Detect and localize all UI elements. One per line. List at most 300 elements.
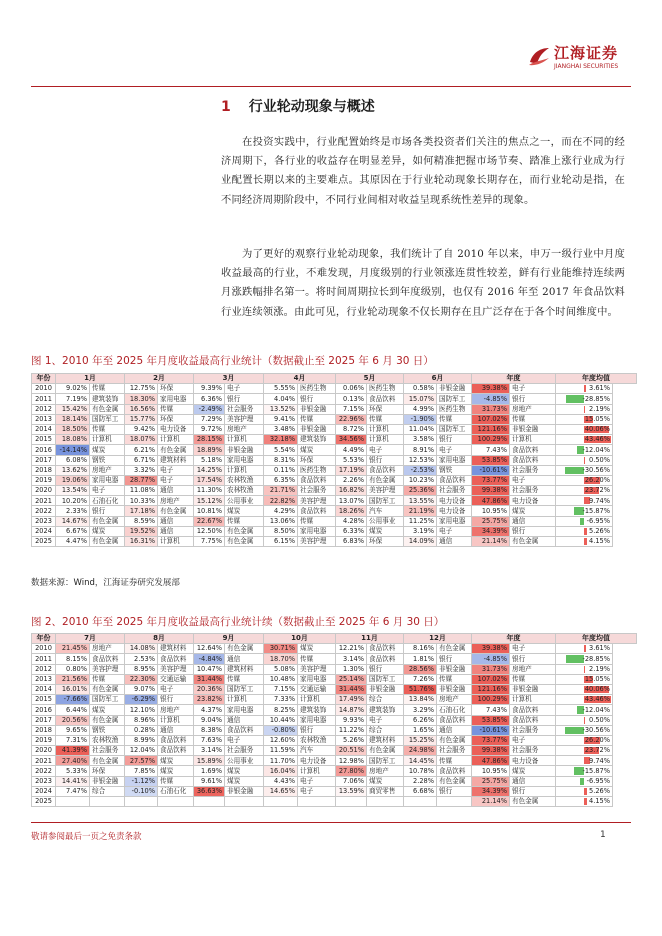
return-value: 0.13%	[336, 394, 367, 404]
column-header: 年度均值	[556, 634, 637, 644]
return-value: 5.26%	[336, 735, 367, 745]
industry-name: 银行	[90, 506, 125, 516]
return-value: 17.19%	[336, 465, 367, 475]
annual-return: 34.39%	[472, 526, 510, 536]
year-cell: 2012	[32, 664, 56, 674]
annual-average-value: 26.20%	[584, 736, 610, 745]
table-row	[32, 725, 637, 735]
industry-name: 煤炭	[367, 776, 404, 786]
return-value: 7.29%	[194, 414, 225, 424]
year-cell: 2023	[32, 776, 56, 786]
year-cell: 2020	[32, 486, 56, 496]
column-header: 7月	[56, 634, 125, 644]
industry-name: 房地产	[158, 496, 194, 506]
industry-name: 建筑材料	[225, 664, 264, 674]
industry-name: 综合	[90, 786, 125, 796]
industry-name: 房地产	[90, 644, 125, 654]
return-value: 14.67%	[56, 516, 90, 526]
industry-name: 煤炭	[158, 756, 194, 766]
industry-name: 计算机	[158, 715, 194, 725]
industry-name: 传媒	[437, 674, 472, 684]
industry-name: 石油石化	[90, 496, 125, 506]
return-value: 28.15%	[194, 435, 225, 445]
figure-1-title: 图 1、2010 年至 2025 年月度收益最高行业统计（数据截止至 2025 年 6 月 30 日）	[31, 355, 434, 367]
industry-name: 社会服务	[437, 746, 472, 756]
table-row	[32, 537, 637, 547]
column-header: 12月	[404, 634, 472, 644]
industry-name: 家用电器	[298, 715, 336, 725]
annual-industry: 房地产	[510, 664, 556, 674]
annual-average	[556, 644, 613, 654]
industry-name: 银行	[437, 654, 472, 664]
brand-logo-icon	[527, 44, 551, 68]
return-value: 9.02%	[56, 384, 90, 394]
industry-name: 传媒	[225, 516, 264, 526]
table-row	[32, 654, 637, 664]
industry-name: 通信	[437, 725, 472, 735]
return-value: 0.28%	[125, 725, 158, 735]
year-cell: 2019	[32, 475, 56, 485]
annual-average-value: 15.05%	[584, 415, 610, 424]
return-value: 9.61%	[194, 776, 225, 786]
industry-name: 农林牧渔	[298, 735, 336, 745]
annual-return: 31.73%	[472, 664, 510, 674]
industry-name: 银行	[158, 695, 194, 705]
footer-disclaimer[interactable]: 敬请参阅最后一页之免责条款	[31, 832, 142, 842]
industry-name: 建筑材料	[367, 735, 404, 745]
return-value: 6.67%	[56, 526, 90, 536]
return-value: 10.48%	[264, 674, 298, 684]
section-title-text: 行业轮动现象与概述	[248, 99, 375, 115]
industry-name: 传媒	[437, 414, 472, 424]
annual-industry: 电子	[510, 475, 556, 485]
annual-average	[556, 516, 613, 526]
annual-industry: 电力设备	[510, 756, 556, 766]
industry-name: 家用电器	[225, 705, 264, 715]
return-value: 14.87%	[336, 705, 367, 715]
annual-industry: 非银金融	[510, 684, 556, 694]
return-value: 18.14%	[56, 414, 90, 424]
annual-industry: 通信	[510, 516, 556, 526]
return-value: 4.28%	[336, 516, 367, 526]
return-value: 15.12%	[194, 496, 225, 506]
return-value: 27.80%	[336, 766, 367, 776]
table-row	[32, 695, 637, 705]
return-value: 12.75%	[125, 384, 158, 394]
year-cell: 2024	[32, 786, 56, 796]
annual-average-value: -28.85%	[582, 654, 610, 663]
year-cell: 2024	[32, 526, 56, 536]
return-value	[264, 797, 298, 807]
industry-name: 电力设备	[298, 756, 336, 766]
table-row	[32, 445, 637, 455]
industry-name: 非银金融	[367, 684, 404, 694]
industry-name: 传媒	[437, 756, 472, 766]
return-value: 17.49%	[336, 695, 367, 705]
return-value: 16.31%	[125, 537, 158, 547]
return-value: 1.81%	[404, 654, 437, 664]
return-value: 15.07%	[404, 394, 437, 404]
table-row	[32, 414, 637, 424]
return-value: 10.20%	[56, 496, 90, 506]
table-row	[32, 394, 637, 404]
return-value	[125, 797, 158, 807]
return-value	[194, 797, 225, 807]
annual-industry: 非银金融	[510, 424, 556, 434]
return-value: 10.23%	[404, 475, 437, 485]
annual-return: 25.75%	[472, 516, 510, 526]
column-header: 5月	[336, 374, 404, 384]
industry-name: 传媒	[298, 654, 336, 664]
industry-name: 钢铁	[90, 725, 125, 735]
industry-name	[90, 797, 125, 807]
table-row	[32, 756, 637, 766]
return-value: 1.30%	[336, 664, 367, 674]
industry-name: 银行	[437, 786, 472, 796]
year-cell: 2017	[32, 455, 56, 465]
annual-return: 73.77%	[472, 475, 510, 485]
industry-name: 电子	[437, 526, 472, 536]
return-value: 0.80%	[56, 664, 90, 674]
table-row	[32, 424, 637, 434]
return-value: 15.77%	[125, 414, 158, 424]
industry-name: 银行	[298, 394, 336, 404]
return-value: 8.15%	[56, 654, 90, 664]
return-value: 12.10%	[125, 705, 158, 715]
return-value: 20.51%	[336, 746, 367, 756]
return-value	[56, 797, 90, 807]
return-value: 4.43%	[264, 776, 298, 786]
annual-average-value: 4.15%	[589, 537, 610, 546]
return-value: -14.14%	[56, 445, 90, 455]
return-value: 13.62%	[56, 465, 90, 475]
annual-industry: 银行	[510, 526, 556, 536]
year-cell: 2016	[32, 445, 56, 455]
annual-industry: 社会服务	[510, 486, 556, 496]
return-value: 12.64%	[194, 644, 225, 654]
industry-name: 传媒	[90, 384, 125, 394]
return-value: 3.14%	[194, 746, 225, 756]
return-value: 16.01%	[56, 684, 90, 694]
return-value: 9.65%	[56, 725, 90, 735]
annual-average	[556, 705, 613, 715]
return-value: 3.58%	[404, 435, 437, 445]
return-value: 7.85%	[125, 766, 158, 776]
return-value: 16.04%	[264, 766, 298, 776]
industry-name: 有色金属	[225, 644, 264, 654]
industry-name: 建筑装饰	[90, 394, 125, 404]
table-row	[32, 506, 637, 516]
return-value: 9.39%	[194, 384, 225, 394]
return-value	[336, 797, 367, 807]
industry-name: 国防军工	[90, 414, 125, 424]
industry-name: 食品饮料	[437, 475, 472, 485]
industry-name: 家用电器	[298, 526, 336, 536]
industry-name: 电子	[225, 735, 264, 745]
industry-name: 食品饮料	[367, 394, 404, 404]
industry-name: 国防军工	[437, 424, 472, 434]
industry-name: 食品饮料	[158, 746, 194, 756]
annual-return: -4.85%	[472, 654, 510, 664]
industry-name: 建筑材料	[158, 644, 194, 654]
return-value: 0.06%	[336, 384, 367, 394]
industry-name: 计算机	[225, 695, 264, 705]
table-row	[32, 664, 637, 674]
return-value: 8.96%	[125, 715, 158, 725]
annual-industry: 煤炭	[510, 766, 556, 776]
section-number: 1	[221, 99, 231, 115]
industry-name: 有色金属	[437, 776, 472, 786]
industry-name: 煤炭	[225, 766, 264, 776]
return-value: 10.81%	[194, 506, 225, 516]
annual-average-value: 0.50%	[589, 715, 610, 724]
return-value	[404, 797, 437, 807]
column-header: 3月	[194, 374, 264, 384]
year-cell: 2018	[32, 465, 56, 475]
year-cell: 2010	[32, 384, 56, 394]
industry-name: 银行	[367, 455, 404, 465]
return-value: 7.75%	[194, 537, 225, 547]
return-value: 6.26%	[404, 715, 437, 725]
return-value: 8.16%	[404, 644, 437, 654]
annual-average	[556, 725, 613, 735]
annual-return: 31.73%	[472, 404, 510, 414]
annual-average	[556, 486, 613, 496]
annual-return: 99.38%	[472, 486, 510, 496]
annual-return: 39.38%	[472, 644, 510, 654]
annual-return: 21.14%	[472, 537, 510, 547]
return-value: 18.08%	[56, 435, 90, 445]
return-value: 19.06%	[56, 475, 90, 485]
industry-name: 社会服务	[225, 404, 264, 414]
industry-name: 食品饮料	[437, 766, 472, 776]
annual-average-value: -6.95%	[586, 776, 610, 785]
annual-return: 107.02%	[472, 674, 510, 684]
annual-return: 99.38%	[472, 746, 510, 756]
return-value: 11.70%	[264, 756, 298, 766]
industry-name: 电子	[367, 715, 404, 725]
annual-return: -10.61%	[472, 725, 510, 735]
return-value: 1.65%	[404, 725, 437, 735]
annual-average	[556, 394, 613, 404]
annual-average	[556, 746, 613, 756]
annual-average	[556, 526, 613, 536]
return-value: 15.89%	[194, 756, 225, 766]
return-value: 6.83%	[336, 537, 367, 547]
return-value: -1.90%	[404, 414, 437, 424]
industry-name: 家用电器	[90, 475, 125, 485]
industry-name: 非银金融	[225, 786, 264, 796]
year-cell: 2022	[32, 506, 56, 516]
industry-name: 电子	[158, 465, 194, 475]
industry-name: 电子	[298, 776, 336, 786]
industry-name	[367, 797, 404, 807]
industry-name: 农林牧渔	[225, 475, 264, 485]
industry-name: 非银金融	[298, 404, 336, 414]
industry-name: 国防军工	[367, 496, 404, 506]
table-row	[32, 486, 637, 496]
industry-name: 传媒	[158, 776, 194, 786]
annual-return: 7.43%	[472, 705, 510, 715]
return-value: 13.59%	[336, 786, 367, 796]
paragraph-1: 在投资实践中，行业配置始终是市场各类投资者们关注的焦点之一，而在不同的经济周期下，各行业的收益存在明显差异，如何精准把握市场节奏、踏准上涨行业成为行业配置长期以来的主要难点。其原因在于行业轮动现象长期存在，而行业轮动是指，在不同经济周期阶段中，不同行业间相对收益呈现系统性差异的现象。	[221, 136, 625, 206]
industry-name: 房地产	[367, 766, 404, 776]
annual-return: 121.16%	[472, 684, 510, 694]
return-value: 21.56%	[56, 674, 90, 684]
annual-average-bar	[584, 798, 587, 805]
return-value: 20.36%	[194, 684, 225, 694]
annual-industry: 计算机	[510, 695, 556, 705]
return-value: 12.60%	[264, 735, 298, 745]
return-value: 10.47%	[194, 664, 225, 674]
industry-name: 有色金属	[225, 537, 264, 547]
annual-industry: 食品饮料	[510, 705, 556, 715]
annual-average-value: 5.26%	[589, 787, 610, 796]
annual-average-value: 0.50%	[589, 455, 610, 464]
annual-average-value: -6.95%	[586, 516, 610, 525]
return-value: 23.82%	[194, 695, 225, 705]
annual-average-value: -15.87%	[582, 506, 610, 515]
annual-average	[556, 455, 613, 465]
return-value: 6.33%	[336, 526, 367, 536]
industry-name: 食品饮料	[367, 465, 404, 475]
return-value: -7.66%	[56, 695, 90, 705]
annual-average	[556, 445, 613, 455]
table-row	[32, 715, 637, 725]
annual-average-value: 26.20%	[584, 476, 610, 485]
return-value: 21.45%	[56, 644, 90, 654]
data-source: 数据来源：Wind，江海证券研究发展部	[31, 578, 180, 588]
return-value: 11.04%	[404, 424, 437, 434]
annual-average	[556, 797, 613, 807]
return-value: 27.57%	[125, 756, 158, 766]
industry-name: 煤炭	[298, 445, 336, 455]
industry-name: 有色金属	[90, 537, 125, 547]
return-value: 18.07%	[125, 435, 158, 445]
annual-average-value: 23.72%	[584, 486, 610, 495]
return-value: 22.96%	[336, 414, 367, 424]
annual-average	[556, 684, 613, 694]
paragraph-2: 为了更好的观察行业轮动现象，我们统计了自 2010 年以来，申万一级行业中月度收益最高的行业，不难发现，月度级别的行业领涨连贯性较差，鲜有行业能维持连续两月涨跌幅排名第一。将时间周期拉长到年度级别，也仅有 2016 年至 2017 年食品饮料行业连续领涨。由此可见，行业轮动现象不仅长期存在且广泛存在于各个时间维度中。	[221, 248, 625, 318]
return-value: 2.26%	[336, 475, 367, 485]
return-value: 3.19%	[404, 526, 437, 536]
annual-average-bar	[584, 528, 587, 535]
return-value: 5.53%	[336, 455, 367, 465]
page-number: 1	[600, 830, 606, 840]
industry-name: 国防军工	[437, 394, 472, 404]
industry-name: 传媒	[90, 674, 125, 684]
annual-average	[556, 506, 613, 516]
return-value: 8.59%	[125, 516, 158, 526]
return-value: 8.31%	[264, 455, 298, 465]
industry-name: 计算机	[225, 465, 264, 475]
year-cell: 2022	[32, 766, 56, 776]
column-header: 9月	[194, 634, 264, 644]
annual-industry: 有色金属	[510, 797, 556, 807]
industry-name: 农林牧渔	[225, 486, 264, 496]
industry-name: 非银金融	[298, 424, 336, 434]
industry-name: 汽车	[298, 746, 336, 756]
return-value: 14.08%	[125, 644, 158, 654]
industry-name: 美容护理	[90, 664, 125, 674]
annual-average-value: 40.06%	[584, 425, 610, 434]
return-value: 10.78%	[404, 766, 437, 776]
year-cell: 2015	[32, 435, 56, 445]
industry-name: 煤炭	[90, 445, 125, 455]
year-cell: 2013	[32, 674, 56, 684]
annual-return: 10.95%	[472, 506, 510, 516]
column-header: 11月	[336, 634, 404, 644]
return-value: 11.25%	[404, 516, 437, 526]
annual-return: 100.29%	[472, 435, 510, 445]
annual-average	[556, 496, 613, 506]
annual-average	[556, 776, 613, 786]
industry-name: 通信	[437, 537, 472, 547]
industry-name: 传媒	[225, 674, 264, 684]
column-header: 2月	[125, 374, 194, 384]
annual-average	[556, 786, 613, 796]
year-cell: 2011	[32, 654, 56, 664]
table-row	[32, 705, 637, 715]
industry-name: 传媒	[90, 424, 125, 434]
column-header: 1月	[56, 374, 125, 384]
industry-name: 煤炭	[90, 705, 125, 715]
table-row	[32, 455, 637, 465]
table-row	[32, 404, 637, 414]
return-value: 13.54%	[56, 486, 90, 496]
return-value: 36.63%	[194, 786, 225, 796]
year-cell: 2017	[32, 715, 56, 725]
annual-industry: 社会服务	[510, 725, 556, 735]
industry-name: 电子	[367, 445, 404, 455]
return-value: 0.58%	[404, 384, 437, 394]
return-value: 4.29%	[264, 506, 298, 516]
annual-return: 100.29%	[472, 695, 510, 705]
industry-name: 有色金属	[225, 526, 264, 536]
industry-name: 有色金属	[90, 715, 125, 725]
return-value: 11.30%	[194, 486, 225, 496]
return-value: 28.77%	[125, 475, 158, 485]
annual-average	[556, 384, 613, 394]
industry-name: 医药生物	[298, 384, 336, 394]
return-value: 11.22%	[336, 725, 367, 735]
return-value: 13.55%	[404, 496, 437, 506]
annual-industry: 社会服务	[510, 746, 556, 756]
annual-average-value: 43.46%	[584, 435, 610, 444]
return-value: 6.08%	[56, 455, 90, 465]
return-value: 6.15%	[264, 537, 298, 547]
industry-name: 有色金属	[367, 475, 404, 485]
industry-name: 非银金融	[437, 684, 472, 694]
table-row	[32, 384, 637, 394]
return-value: 8.50%	[264, 526, 298, 536]
return-value: 2.28%	[404, 776, 437, 786]
table-row	[32, 684, 637, 694]
return-value: 18.30%	[125, 394, 158, 404]
industry-name: 美容护理	[158, 664, 194, 674]
annual-average	[556, 424, 613, 434]
return-value: -2.49%	[194, 404, 225, 414]
industry-name: 银行	[437, 435, 472, 445]
return-value: 21.19%	[404, 506, 437, 516]
return-value: 15.25%	[404, 735, 437, 745]
industry-name: 建筑装饰	[298, 705, 336, 715]
footer-rule	[31, 822, 631, 823]
return-value: 8.72%	[336, 424, 367, 434]
industry-name: 计算机	[158, 435, 194, 445]
year-cell: 2013	[32, 414, 56, 424]
return-value: 13.52%	[264, 404, 298, 414]
